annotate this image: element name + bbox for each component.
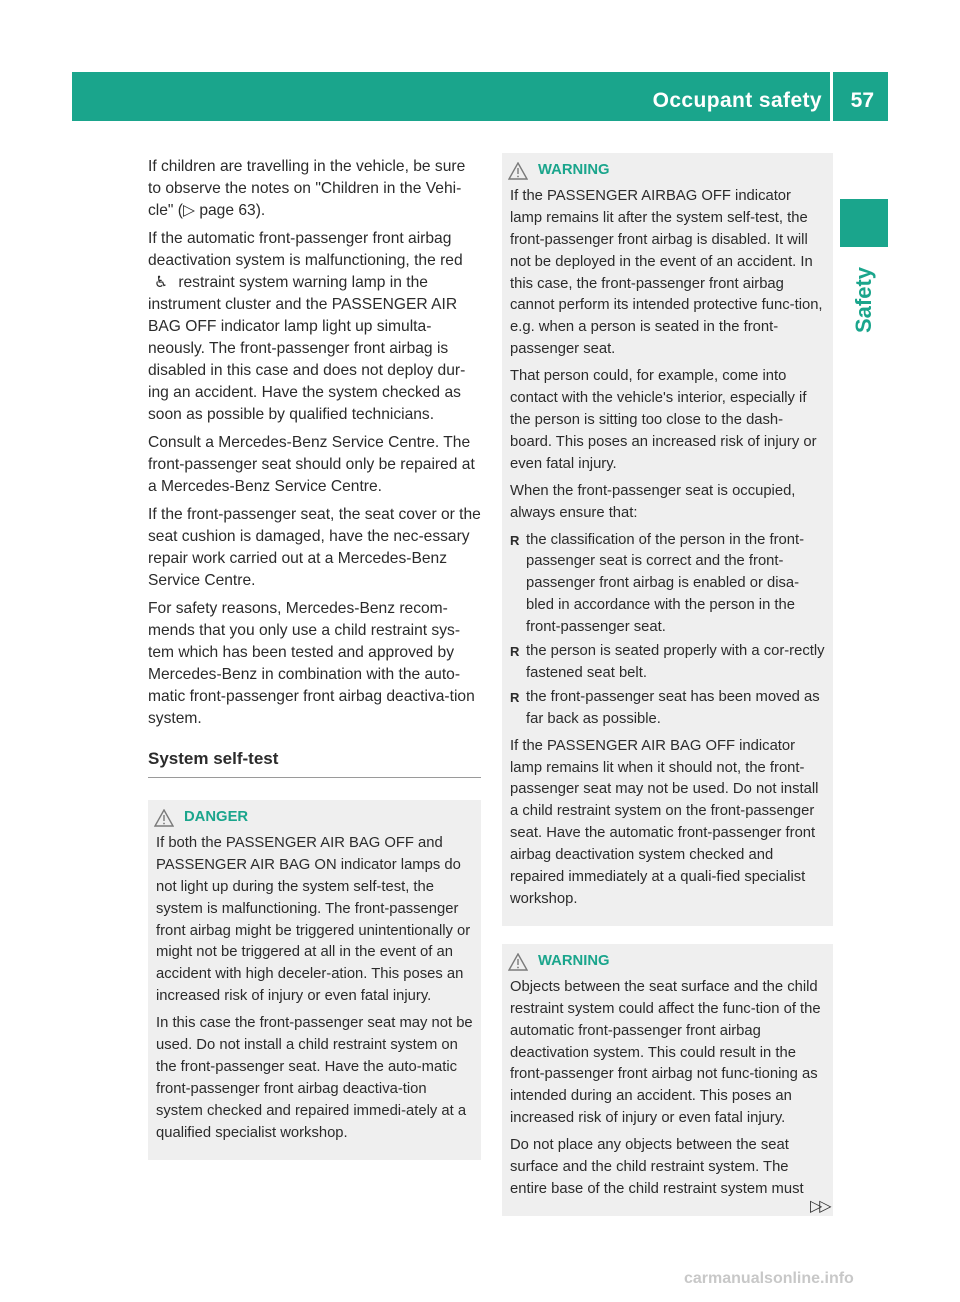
paragraph-seat-damage: If the front-passenger seat, the seat cover or the seat cushion is damaged, have the nec-essary repair work carried out at a Mercedes-Benz Service Centre. [148,506,481,589]
bullet-marker: R [510,532,520,548]
box-spacer [502,926,833,944]
warning-1-paragraph-4: If the PASSENGER AIR BAG OFF indicator lamp remains lit when it should not, the front-passenger seat may not be used. Do not install a child restraint system on the front-passenger seat. Have the automatic front-passenger front airbag deactivation system checked and repaired immediately at a quali-fied specialist workshop. [510,737,819,907]
page-number: 57 [850,89,874,112]
warning-title-1: WARNING [510,160,825,182]
danger-box [148,800,481,1160]
list-item: R the front-passenger seat has been moved as far back as possible. [510,688,820,727]
warning-2-paragraph-2: Do not place any objects between the seat surface and the child restraint system. The entire base of the child restraint system must [510,1137,804,1197]
left-column [148,156,481,1160]
warning-1-paragraph-3: When the front-passenger seat is occupied, always ensure that: [510,482,796,521]
header-divider [830,72,833,121]
paragraph-children-note: If children are travelling in the vehicle, be sure to observe the notes on "Children in the Vehi-cle" (▷ page 63). [148,158,466,219]
warning-2-paragraph-1: Objects between the seat surface and the child restraint system could affect the func-tion of the automatic front-passenger front airbag deactivation system. This could result in the front-passenger front airbag not func-tioning as intended during an accident. This poses an increased risk of injury or even fatal injury. [510,978,821,1127]
list-item: R the classification of the person in the front-passenger seat is correct and the front-passenger front airbag is enabled or disa-bled in accordance with the person in the front-passenger seat. [510,531,805,636]
page-header [72,72,888,121]
danger-paragraph-1: If both the PASSENGER AIR BAG OFF and PASSENGER AIR BAG ON indicator lamps do not light up during the system self-test, the system is malfunctioning. The front-passenger front airbag might be triggered unintentionally or might not be triggered at all in the event of an accident with high deceler-ation. This poses an increased risk of injury or even fatal injury. [156,834,471,1005]
section-heading-self-test: System self-test [148,748,481,778]
paragraph-service-centre: Consult a Mercedes-Benz Service Centre. The front-passenger seat should only be repaired at a Mercedes-Benz Service Centre. [148,434,475,495]
danger-paragraph-2: In this case the front-passenger seat may not be used. Do not install a child restraint system on the front-passenger seat. Have the auto-matic front-passenger front airbag deactiva-tion system checked and repaired immedi-ately at a qualified specialist workshop. [156,1015,473,1141]
paragraph-recommendation: For safety reasons, Mercedes-Benz recom-mends that you only use a child restraint sys-tem which has been tested and approved by Mercedes-Benz in combination with the auto-matic front-passenger front airbag deactiva-tion system. [148,600,475,727]
bullet-marker: R [510,644,520,660]
restraint-warning-lamp-icon: ♿ [154,274,168,291]
warning-box-1 [502,153,833,926]
right-column [502,153,833,1216]
list-item: R the person is seated properly with a cor-rectly fastened seat belt. [510,643,825,681]
danger-title: DANGER [156,807,473,829]
chapter-tab-label: Safety [851,266,876,334]
page-ref-arrow-icon: ▷ [183,202,195,219]
bullet-marker: R [510,689,520,705]
page-reference-link[interactable]: page 63). [195,202,266,219]
section-title: Occupant safety [652,89,822,112]
chapter-tab-marker [840,199,888,247]
warning-triangle-icon [508,953,532,971]
warning-box-2 [502,944,833,1216]
warning-1-paragraph-2: That person could, for example, come into contact with the vehicle's interior, especially if the person is sitting too close to the dash-board. This poses an increased risk of injury or even fatal injury. [510,368,817,472]
checklist [510,530,825,731]
watermark: carmanualsonline.info [684,1270,854,1287]
warning-1-paragraph-1: If the PASSENGER AIRBAG OFF indicator lamp remains lit after the system self-test, the front-passenger front airbag is disabled. It will not be deployed in the event of an accident. In this case, the front-passenger front airbag cannot perform its intended protective func-tion, e.g. when a person is seated in the front-passenger seat. [510,187,823,358]
continue-arrows-icon: ▷▷ [810,1198,829,1215]
paragraph-malfunction: If the automatic front-passenger front airbag deactivation system is malfunctioning, the red ♿ restraint system warning lamp in the instrument cluster and the PASSENGER AIR BAG OFF indicator lamp light up simulta-neously. The front-passenger front airbag is disabled in this case and does not deploy dur-ing an accident. Have the system checked as soon as possible by qualified technicians. [148,230,466,423]
warning-triangle-icon [508,162,532,180]
warning-title-2: WARNING [510,951,825,973]
warning-triangle-icon [154,809,178,827]
